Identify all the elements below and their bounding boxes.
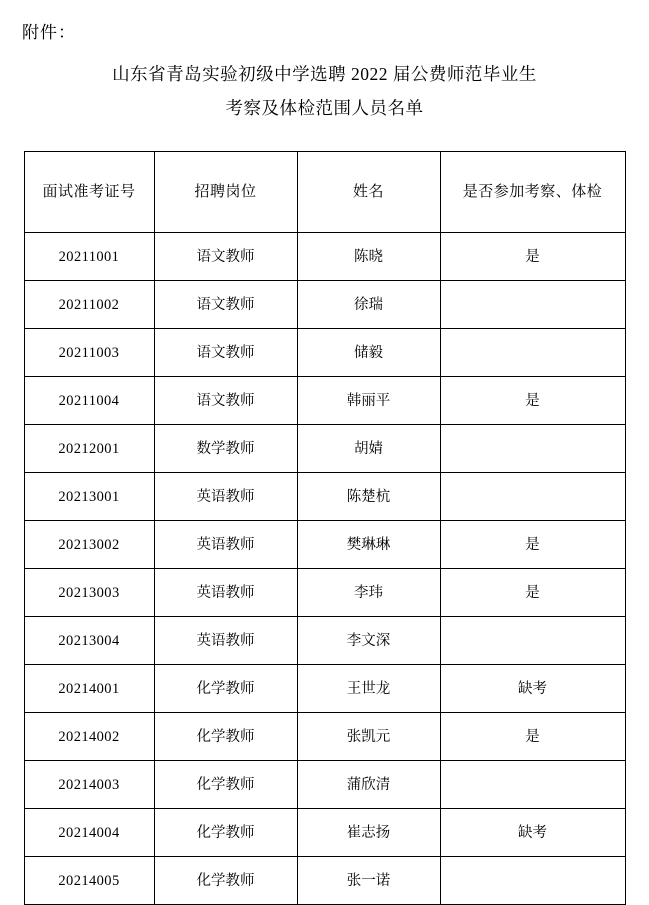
roster-table (24, 151, 626, 905)
cell-attend: 是 (440, 521, 625, 569)
cell-exam-id: 20212001 (24, 425, 154, 473)
table-row (24, 857, 625, 905)
table-row (24, 473, 625, 521)
table-row (24, 281, 625, 329)
cell-attend (440, 329, 625, 377)
cell-name: 胡婧 (297, 425, 440, 473)
cell-position: 英语教师 (154, 569, 297, 617)
cell-position: 语文教师 (154, 377, 297, 425)
attachment-label: 附件： (22, 23, 76, 42)
cell-exam-id: 20213003 (24, 569, 154, 617)
cell-attend: 是 (440, 377, 625, 425)
column-header-position (154, 152, 297, 233)
cell-exam-id: 20214002 (24, 713, 154, 761)
cell-exam-id: 20213002 (24, 521, 154, 569)
cell-attend: 缺考 (440, 665, 625, 713)
cell-exam-id: 20211004 (24, 377, 154, 425)
cell-exam-id: 20211003 (24, 329, 154, 377)
cell-attend (440, 425, 625, 473)
table-header-row (24, 152, 625, 233)
column-header-position-label: 招聘岗位 (194, 184, 257, 200)
cell-name: 樊琳琳 (297, 521, 440, 569)
table-row (24, 761, 625, 809)
table-row (24, 329, 625, 377)
cell-exam-id: 20211002 (24, 281, 154, 329)
table-row (24, 617, 625, 665)
cell-exam-id: 20214003 (24, 761, 154, 809)
column-header-attend (440, 152, 625, 233)
cell-attend (440, 857, 625, 905)
cell-attend (440, 617, 625, 665)
table-row (24, 809, 625, 857)
cell-name: 陈楚杭 (297, 473, 440, 521)
table-row (24, 665, 625, 713)
table-row (24, 713, 625, 761)
cell-name: 李玮 (297, 569, 440, 617)
cell-attend: 是 (440, 713, 625, 761)
cell-name: 徐瑞 (297, 281, 440, 329)
cell-exam-id: 20213004 (24, 617, 154, 665)
cell-name: 陈晓 (297, 233, 440, 281)
cell-exam-id: 20214004 (24, 809, 154, 857)
cell-attend: 缺考 (440, 809, 625, 857)
cell-position: 化学教师 (154, 713, 297, 761)
table-row (24, 569, 625, 617)
cell-attend: 是 (440, 233, 625, 281)
cell-name: 张凯元 (297, 713, 440, 761)
cell-name: 蒲欣清 (297, 761, 440, 809)
cell-exam-id: 20214001 (24, 665, 154, 713)
column-header-name-label: 姓名 (352, 184, 384, 200)
cell-name: 李文深 (297, 617, 440, 665)
cell-exam-id: 20214005 (24, 857, 154, 905)
cell-position: 英语教师 (154, 617, 297, 665)
column-header-exam-id-label: 面试准考证号 (42, 184, 136, 200)
cell-attend (440, 281, 625, 329)
column-header-attend-label: 是否参加考察、体检 (462, 184, 603, 200)
cell-attend (440, 761, 625, 809)
column-header-exam-id (24, 152, 154, 233)
cell-position: 英语教师 (154, 521, 297, 569)
cell-exam-id: 20213001 (24, 473, 154, 521)
cell-name: 储毅 (297, 329, 440, 377)
table-row (24, 233, 625, 281)
cell-position: 英语教师 (154, 473, 297, 521)
cell-position: 化学教师 (154, 761, 297, 809)
cell-attend (440, 473, 625, 521)
cell-position: 化学教师 (154, 665, 297, 713)
cell-position: 语文教师 (154, 281, 297, 329)
cell-name: 韩丽平 (297, 377, 440, 425)
page-title-line-1: 山东省青岛实验初级中学选聘 2022 届公费师范毕业生 (112, 64, 537, 84)
cell-name: 张一诺 (297, 857, 440, 905)
cell-name: 王世龙 (297, 665, 440, 713)
cell-position: 语文教师 (154, 233, 297, 281)
table-row (24, 425, 625, 473)
page-title-line-2: 考察及体检范围人员名单 (225, 98, 424, 118)
table-row (24, 521, 625, 569)
cell-position: 化学教师 (154, 857, 297, 905)
table-row (24, 377, 625, 425)
cell-position: 化学教师 (154, 809, 297, 857)
cell-attend: 是 (440, 569, 625, 617)
column-header-name (297, 152, 440, 233)
cell-name: 崔志扬 (297, 809, 440, 857)
cell-exam-id: 20211001 (24, 233, 154, 281)
cell-position: 语文教师 (154, 329, 297, 377)
page-title (16, 57, 633, 125)
cell-position: 数学教师 (154, 425, 297, 473)
